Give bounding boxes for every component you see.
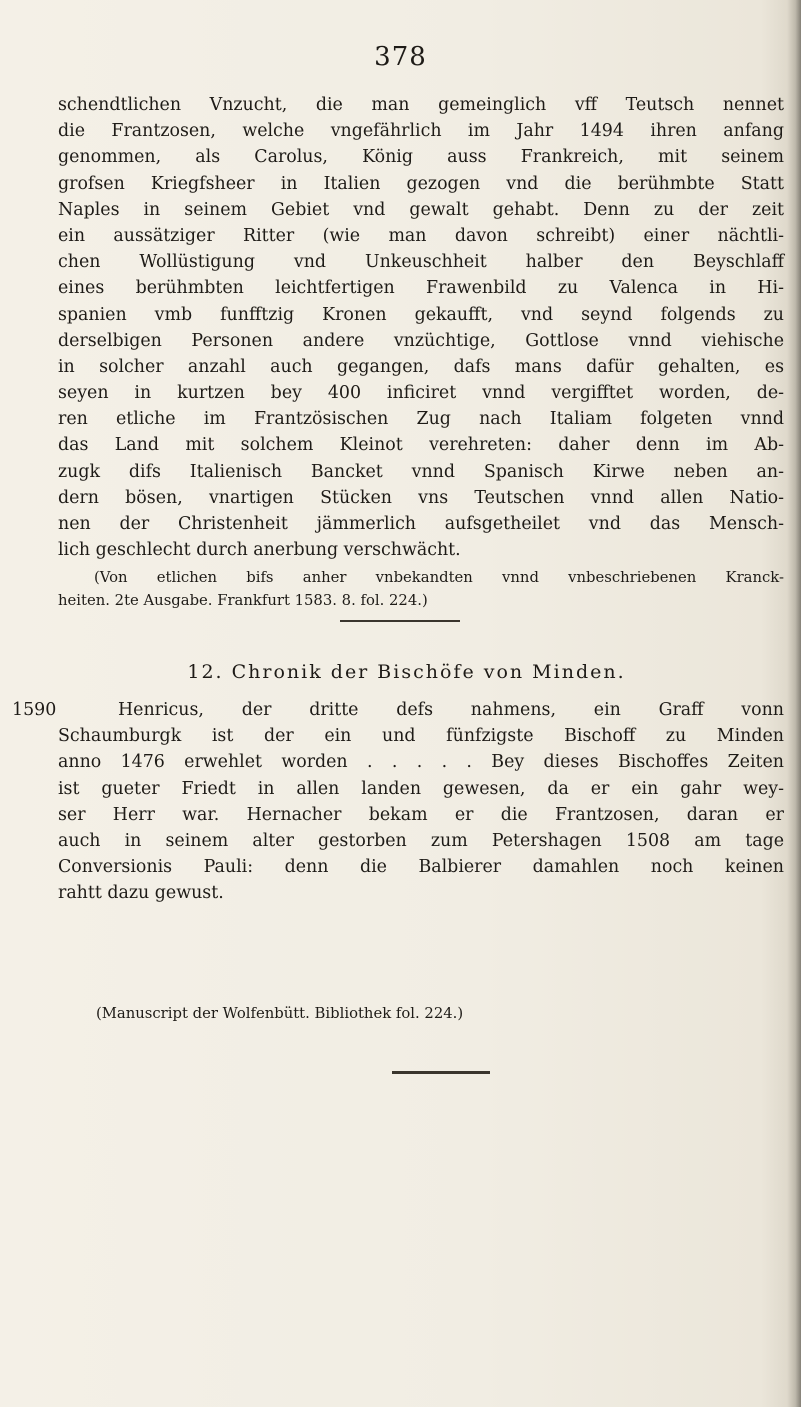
text-line: eines berühmbten leichtfertigen Frawenbild zu Valenca in Hi- xyxy=(58,278,784,299)
citation-line: heiten. 2te Ausgabe. Frankfurt 1583. 8. fol. 224.) xyxy=(58,592,428,609)
end-divider xyxy=(392,1071,490,1074)
text-line: rahtt dazu gewust. xyxy=(58,883,224,904)
citation-1 xyxy=(58,566,784,612)
text-line: die Frantzosen, welche vngefährlich im Jahr 1494 ihren anfang xyxy=(58,121,784,142)
text-line: seyen in kurtzen bey 400 inficiret vnnd vergifftet worden, de- xyxy=(58,383,784,404)
text-line: auch in seinem alter gestorben zum Petershagen 1508 am tage xyxy=(58,830,784,851)
text-line: anno 1476 erwehlet worden . . . . . Bey dieses Bischoffes Zeiten xyxy=(58,752,784,773)
page-edge-shadow xyxy=(787,0,801,1407)
text-line: Schaumburgk ist der ein und fünfzigste Bischoff zu Minden xyxy=(58,726,784,747)
text-line: Henricus, der dritte defs nahmens, ein Graff vonn xyxy=(118,700,784,720)
paragraph-2 xyxy=(58,697,784,907)
section-title: 12. Chronik der Bischöfe von Minden. xyxy=(187,661,626,683)
text-line: zugk difs Italienisch Bancket vnnd Spanisch Kirwe neben an- xyxy=(58,461,784,482)
page-number: 378 xyxy=(374,42,427,72)
paragraph-1 xyxy=(58,92,784,563)
text-line: nen der Christenheit jämmerlich aufsgetheilet vnd das Mensch- xyxy=(58,514,784,534)
text-line: ist gueter Friedt in allen landen gewesen, da er ein gahr wey- xyxy=(58,778,784,799)
citation-2: (Manuscript der Wolfenbütt. Bibliothek fol. 224.) xyxy=(96,1005,464,1022)
text-line: spanien vmb funfftzig Kronen gekaufft, vnd seynd folgends zu xyxy=(58,304,784,325)
margin-year: 1590 xyxy=(12,700,57,720)
text-line: grofsen Kriegfsheer in Italien gezogen vnd die berühmbte Statt xyxy=(58,173,784,194)
text-line: lich geschlecht durch anerbung verschwächt. xyxy=(58,540,461,561)
text-line: dern bösen, vnartigen Stücken vns Teutschen vnnd allen Natio- xyxy=(58,487,784,508)
text-line: in solcher anzahl auch gegangen, dafs mans dafür gehalten, es xyxy=(58,356,784,377)
text-line: Naples in seinem Gebiet vnd gewalt gehabt. Denn zu der zeit xyxy=(58,199,784,220)
citation-line: (Von etlichen bifs anher vnbekandten vnnd vnbeschriebenen Kranck- xyxy=(94,569,784,586)
section-divider xyxy=(340,620,460,622)
text-line: genommen, als Carolus, König auss Frankreich, mit seinem xyxy=(58,147,784,168)
text-line: Conversionis Pauli: denn die Balbierer damahlen noch keinen xyxy=(58,857,784,878)
text-line: das Land mit solchem Kleinot verehreten: daher denn im Ab- xyxy=(58,435,784,456)
text-line: ser Herr war. Hernacher bekam er die Frantzosen, daran er xyxy=(58,804,784,825)
text-line: ein aussätziger Ritter (wie man davon schreibt) einer nächtli- xyxy=(58,225,784,246)
text-line: chen Wollüstigung vnd Unkeuschheit halber den Beyschlaff xyxy=(58,252,784,273)
text-line: schendtlichen Vnzucht, die man gemeinglich vff Teutsch nennet xyxy=(58,95,784,115)
text-line: derselbigen Personen andere vnzüchtige, Gottlose vnnd viehische xyxy=(58,330,784,351)
text-line: ren etliche im Frantzösischen Zug nach Italiam folgeten vnnd xyxy=(58,409,784,430)
